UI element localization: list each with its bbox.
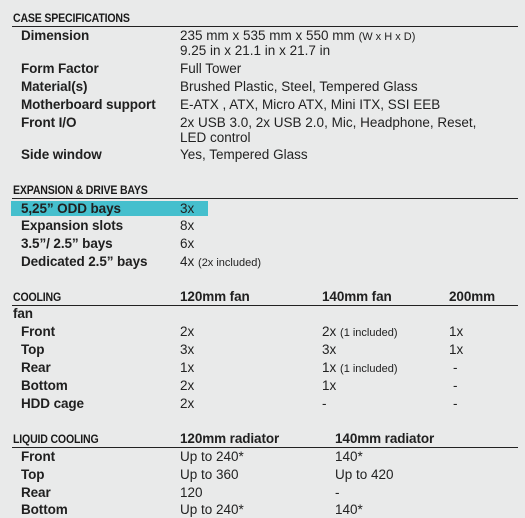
cooling-cell-120: 1x <box>180 360 195 375</box>
bay-value-dedicated-25: 4x (2x included) <box>180 254 262 269</box>
liquid-cell-140: - <box>335 485 340 500</box>
cooling-cell-140: - <box>322 396 327 411</box>
expansion-drive-bays-heading: EXPANSION & DRIVE BAYS <box>13 183 148 197</box>
cooling-col-140mm: 140mm fan <box>322 289 392 304</box>
case-specifications-heading: CASE SPECIFICATIONS <box>13 11 130 25</box>
liquid-cell-120: Up to 240* <box>180 449 244 464</box>
cooling-cell-140: 3x <box>322 342 337 357</box>
bay-label-35-25: 3.5”/ 2.5” bays <box>21 236 113 251</box>
spec-value-form-factor: Full Tower <box>180 61 242 76</box>
spec-value-materials: Brushed Plastic, Steel, Tempered Glass <box>180 79 418 94</box>
spec-value-front-io-line2: LED control <box>180 130 251 145</box>
cooling-col-200mm: 200mm <box>449 289 496 304</box>
section-divider <box>12 26 518 27</box>
bay-value-expansion-slots: 8x <box>180 218 195 233</box>
cooling-cell-140: 1x <box>322 378 337 393</box>
liquid-col-120mm: 120mm radiator <box>180 431 280 446</box>
section-divider <box>12 305 518 306</box>
cooling-cell-120: 3x <box>180 342 195 357</box>
liquid-col-140mm: 140mm radiator <box>335 431 435 446</box>
included-note: (1 included) <box>340 363 398 375</box>
cooling-row-label: Top <box>21 342 45 357</box>
section-divider <box>12 198 518 199</box>
cooling-row-label: HDD cage <box>21 396 84 411</box>
cooling-subtitle-fan: fan <box>13 306 33 321</box>
cooling-row-label: Bottom <box>21 378 68 393</box>
liquid-cell-120: 120 <box>180 485 203 500</box>
cooling-cell-200: - <box>453 396 458 411</box>
cooling-cell-200: 1x <box>449 342 464 357</box>
cooling-cell-120: 2x <box>180 378 195 393</box>
cooling-cell-120: 2x <box>180 324 195 339</box>
spec-label-materials: Material(s) <box>21 79 88 94</box>
spec-value-dimension-imperial: 9.25 in x 21.1 in x 21.7 in <box>180 43 331 58</box>
liquid-row-label: Bottom <box>21 502 68 517</box>
cooling-row-label: Rear <box>21 360 51 375</box>
spec-label-dimension: Dimension <box>21 28 90 43</box>
liquid-cell-140: 140* <box>335 449 363 464</box>
liquid-row-label: Top <box>21 467 45 482</box>
liquid-cell-120: Up to 360 <box>180 467 239 482</box>
cooling-cell-200: 1x <box>449 324 464 339</box>
cooling-col-120mm: 120mm fan <box>180 289 250 304</box>
liquid-cooling-heading: LIQUID COOLING <box>13 432 99 446</box>
cooling-cell-200: - <box>453 378 458 393</box>
bay-value-35-25: 6x <box>180 236 195 251</box>
spec-label-motherboard-support: Motherboard support <box>21 97 156 112</box>
bay-label-dedicated-25: Dedicated 2.5” bays <box>21 254 148 269</box>
section-divider <box>12 447 518 448</box>
cooling-row-label: Front <box>21 324 55 339</box>
bay-value-odd: 3x <box>180 201 195 216</box>
bay-label-expansion-slots: Expansion slots <box>21 218 124 233</box>
cooling-heading: COOLING <box>13 290 62 304</box>
spec-value-dimension: 235 mm x 535 mm x 550 mm (W x H x D) <box>180 28 416 43</box>
spec-label-form-factor: Form Factor <box>21 61 99 76</box>
spec-value-front-io: 2x USB 3.0, 2x USB 2.0, Mic, Headphone, Reset, <box>180 115 477 130</box>
spec-label-side-window: Side window <box>21 147 102 162</box>
liquid-cell-140: Up to 420 <box>335 467 394 482</box>
spec-value-motherboard-support: E-ATX , ATX, Micro ATX, Mini ITX, SSI EEB <box>180 97 441 112</box>
cooling-cell-140: 2x (1 included) <box>322 324 398 339</box>
cooling-cell-120: 2x <box>180 396 195 411</box>
spec-label-front-io: Front I/O <box>21 115 77 130</box>
liquid-row-label: Rear <box>21 485 51 500</box>
dimension-unit-note: (W x H x D) <box>358 31 416 43</box>
liquid-cell-120: Up to 240* <box>180 502 244 517</box>
liquid-row-label: Front <box>21 449 55 464</box>
dedicated-bays-note: (2x included) <box>198 257 262 269</box>
bay-label-odd: 5,25” ODD bays <box>21 201 121 216</box>
spec-value-side-window: Yes, Tempered Glass <box>180 147 308 162</box>
cooling-cell-200: - <box>453 360 458 375</box>
included-note: (1 included) <box>340 327 398 339</box>
liquid-cell-140: 140* <box>335 502 363 517</box>
cooling-cell-140: 1x (1 included) <box>322 360 398 375</box>
